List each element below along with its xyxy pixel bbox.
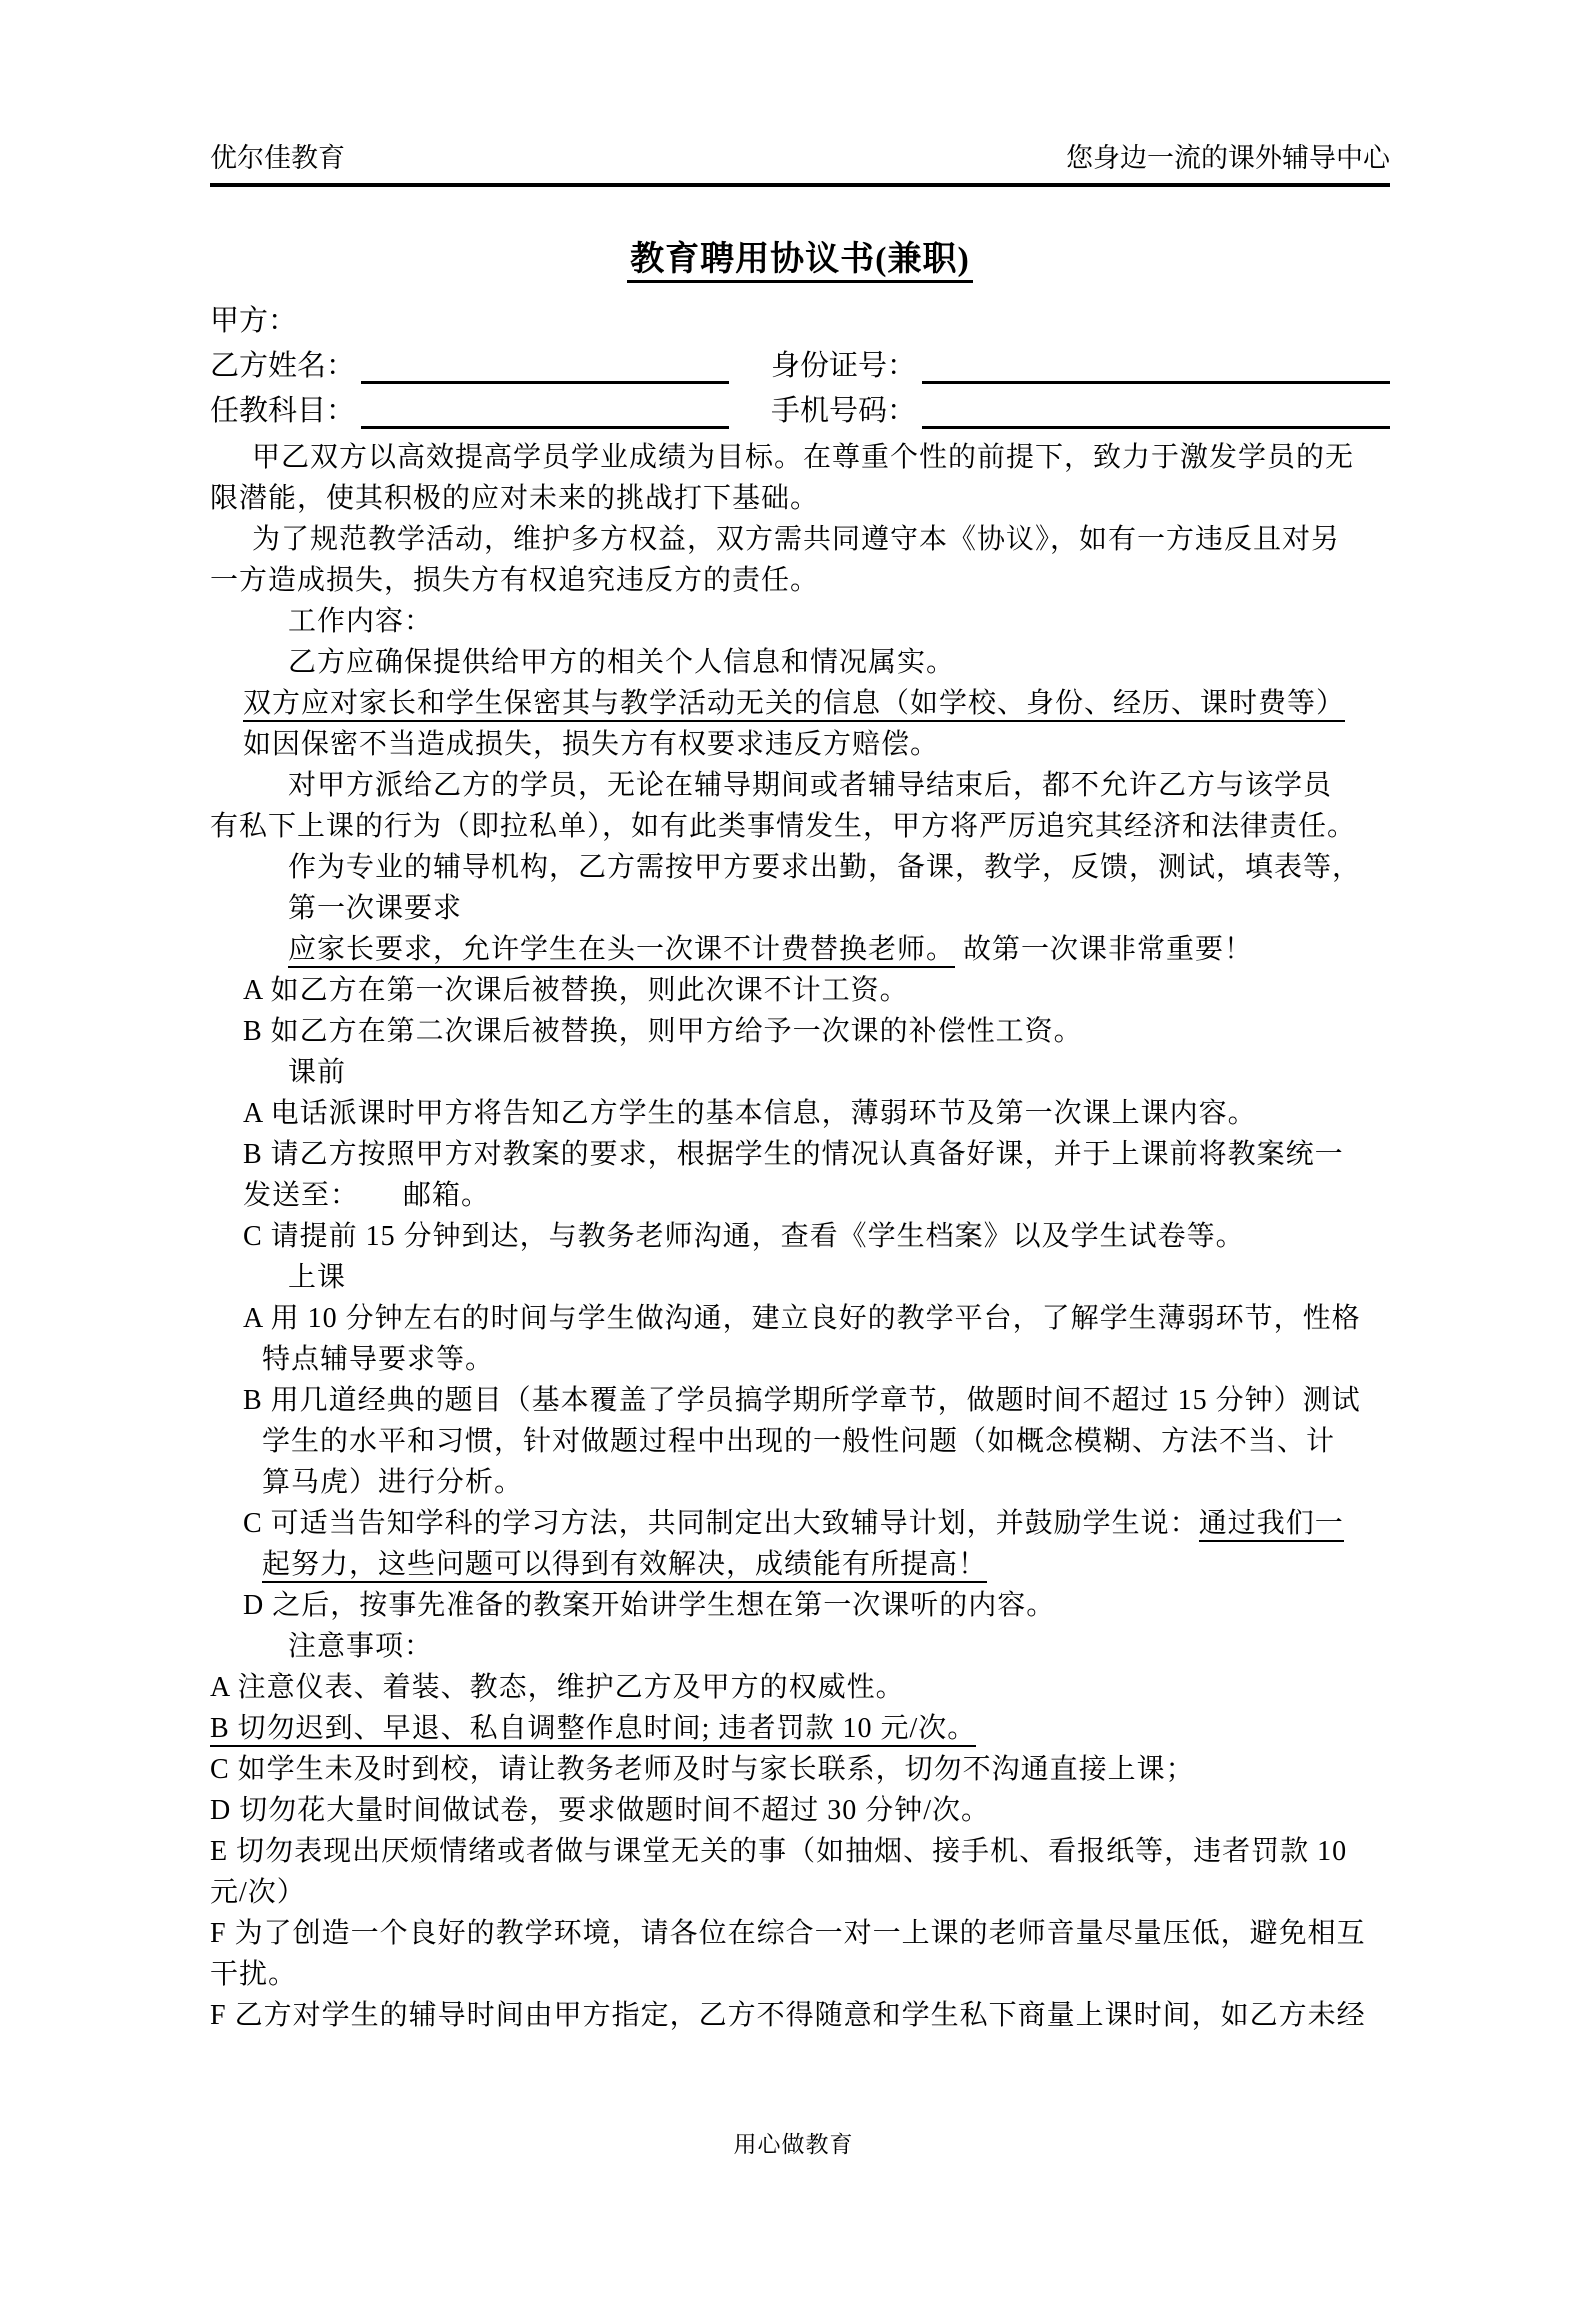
- doc-line: [210, 683, 1390, 724]
- document-title: [210, 231, 1390, 280]
- agreement-form: [210, 294, 1390, 429]
- list-item: C 如学生未及时到校，请让教务老师及时与家长联系，切勿不沟通直接上课；: [210, 1754, 1195, 1785]
- underlined-text: 通过我们一: [1199, 1508, 1344, 1542]
- header-slogan: 您身边一流的课外辅导中心: [1066, 143, 1390, 173]
- list-item: E 切勿表现出厌烦情绪或者做与课堂无关的事（如抽烟、接手机、看报纸等，违者罚款 10: [210, 1836, 1348, 1867]
- id-number-label: 身份证号：: [771, 350, 917, 382]
- agreement-body: [210, 437, 1390, 2036]
- doc-line: 特点辅导要求等。: [262, 1344, 495, 1375]
- doc-line: 对甲方派给乙方的学员，无论在辅导期间或者辅导结束后，都不允许乙方与该学员: [288, 770, 1333, 801]
- doc-line: 发送至： 邮箱。: [243, 1180, 491, 1211]
- phone-label: 手机号码：: [771, 395, 917, 427]
- party-b-name-label: 乙方姓名：: [210, 350, 356, 382]
- party-b-name-field[interactable]: [361, 349, 729, 384]
- list-item: A 注意仪表、着装、教态，维护乙方及甲方的权威性。: [210, 1672, 905, 1703]
- doc-line: 乙方应确保提供给甲方的相关个人信息和情况属实。: [288, 647, 956, 678]
- doc-line: 干扰。: [210, 1959, 298, 1990]
- party-a-row: [210, 294, 1390, 339]
- subject-label: 任教科目：: [210, 395, 356, 427]
- list-item: A 如乙方在第一次课后被替换，则此次课不计工资。: [243, 975, 909, 1006]
- footer-text: 用心做教育: [733, 2132, 854, 2157]
- list-item: B 如乙方在第二次课后被替换，则甲方给予一次课的补偿性工资。: [243, 1016, 1083, 1047]
- list-item: C 请提前 15 分钟到达，与教务老师沟通，查看《学生档案》以及学生试卷等。: [243, 1221, 1245, 1252]
- list-item: D 之后，按事先准备的教案开始讲学生想在第一次课听的内容。: [243, 1590, 1056, 1621]
- list-item: F 为了创造一个良好的教学环境，请各位在综合一对一上课的老师音量尽量压低，避免相互: [210, 1918, 1366, 1949]
- section-heading: 注意事项：: [288, 1631, 434, 1662]
- header-company-name: 优尔佳教育: [210, 143, 345, 173]
- underlined-text: 应家长要求，允许学生在头一次课不计费替换老师。: [288, 934, 955, 968]
- doc-line: 作为专业的辅导机构，乙方需按甲方要求出勤，备课，教学，反馈，测试，填表等，: [288, 852, 1362, 883]
- doc-line: [210, 1544, 1390, 1585]
- doc-text: C 可适当告知学科的学习方法，共同制定出大致辅导计划，并鼓励学生说：: [243, 1508, 1199, 1539]
- section-heading: 课前: [288, 1057, 347, 1088]
- doc-text: 故第一次课非常重要！: [955, 934, 1254, 965]
- underlined-text: 双方应对家长和学生保密其与教学活动无关的信息（如学校、身份、经历、课时费等）: [243, 688, 1345, 722]
- list-item: [210, 1708, 1390, 1749]
- section-heading: 工作内容：: [288, 606, 434, 637]
- doc-line: 有私下上课的行为（即拉私单），如有此类事情发生，甲方将严厉追究其经济和法律责任。: [210, 811, 1357, 842]
- subject-row: [210, 384, 1390, 429]
- phone-field[interactable]: [922, 394, 1390, 429]
- underlined-text: 起努力，这些问题可以得到有效解决，成绩能有所提高！: [262, 1549, 987, 1583]
- list-item: D 切勿花大量时间做试卷，要求做题时间不超过 30 分钟/次。: [210, 1795, 991, 1826]
- section-heading: 上课: [288, 1262, 347, 1293]
- section-heading: 第一次课要求: [288, 893, 463, 924]
- party-a-label: 甲方：: [210, 305, 298, 337]
- doc-line: 如因保密不当造成损失，损失方有权要求违反方赔偿。: [243, 729, 940, 760]
- doc-line: 甲乙双方以高效提高学员学业成绩为目标。在尊重个性的前提下，致力于激发学员的无: [252, 442, 1355, 473]
- list-item: A 电话派课时甲方将告知乙方学生的基本信息，薄弱环节及第一次课上课内容。: [243, 1098, 1257, 1129]
- list-item: B 请乙方按照甲方对教案的要求，根据学生的情况认真备好课，并于上课前将教案统一: [243, 1139, 1344, 1170]
- id-number-field[interactable]: [922, 349, 1390, 384]
- list-item: A 用 10 分钟左右的时间与学生做沟通，建立良好的教学平台，了解学生薄弱环节，性格: [243, 1303, 1361, 1334]
- doc-line: 限潜能，使其积极的应对未来的挑战打下基础。: [210, 483, 820, 514]
- doc-line: 学生的水平和习惯，针对做题过程中出现的一般性问题（如概念模糊、方法不当、计: [262, 1426, 1336, 1457]
- party-b-row: [210, 339, 1390, 384]
- page-header: [210, 136, 1390, 187]
- underlined-text: B 切勿迟到、早退、私自调整作息时间; 违者罚款 10 元/次。: [210, 1713, 976, 1747]
- doc-line: 一方造成损失，损失方有权追究违反方的责任。: [210, 565, 820, 596]
- list-item: B 用几道经典的题目（基本覆盖了学员搞学期所学章节，做题时间不超过 15 分钟）测试: [243, 1385, 1361, 1416]
- document-title-text: 教育聘用协议书(兼职): [627, 241, 973, 283]
- subject-field[interactable]: [361, 394, 729, 429]
- list-item: F 乙方对学生的辅导时间由甲方指定，乙方不得随意和学生私下商量上课时间，如乙方未经: [210, 2000, 1366, 2031]
- list-item: [210, 1503, 1390, 1544]
- doc-line: 元/次）: [210, 1877, 306, 1908]
- doc-line: 为了规范教学活动，维护多方权益，双方需共同遵守本《协议》，如有一方违反且对另: [252, 524, 1341, 555]
- doc-line: 算马虎）进行分析。: [262, 1467, 524, 1498]
- doc-line: [210, 929, 1390, 970]
